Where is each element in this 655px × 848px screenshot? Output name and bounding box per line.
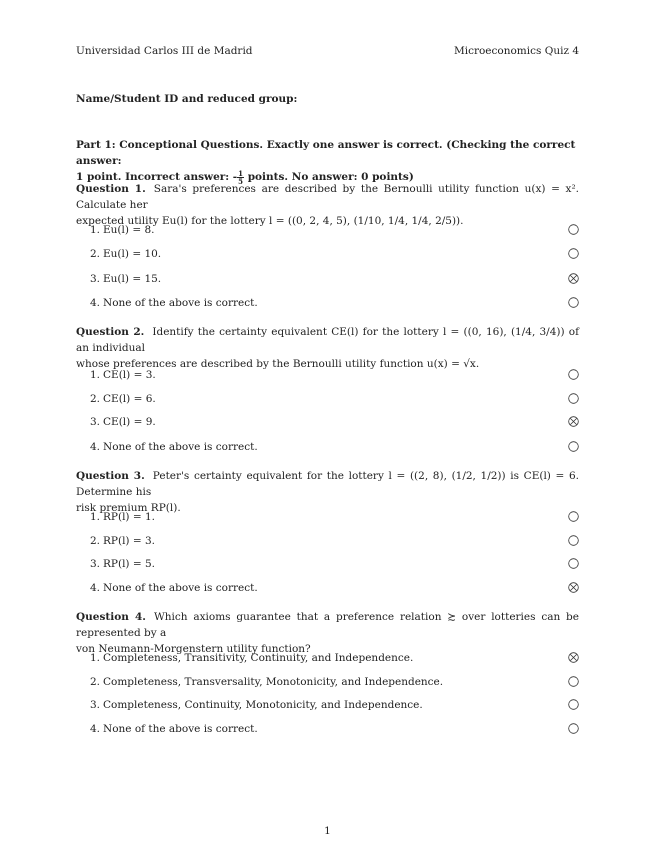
radio-checked-icon[interactable] [568, 416, 579, 427]
radio-unchecked-icon[interactable] [568, 224, 579, 235]
question-2-option-4[interactable]: 4. None of the above is correct. [90, 440, 579, 454]
question-2-label: Question 2. [76, 326, 145, 338]
radio-unchecked-icon[interactable] [568, 248, 579, 259]
part1-title-line2: 1 point. Incorrect answer: - $\frac{1}{5}$ points. No answer: 0 points) [76, 168, 414, 186]
part1-title [76, 137, 579, 185]
question-2-option-2[interactable]: 2. CE(l) = 6. [90, 392, 579, 406]
question-4-option-3[interactable]: 3. Completeness, Continuity, Monotonicity, and Independence. [90, 698, 579, 712]
question-3-text-line2: risk premium RP(l). [76, 502, 181, 514]
question-4-option-1[interactable]: 1. Completeness, Transitivity, Continuity, and Independence. [90, 651, 579, 665]
question-1-text-line2: expected utility Eu(l) for the lottery l = ((0, 2, 4, 5), (1/10, 1/4, 1/4, 2/5)). [76, 215, 464, 227]
question-3 [76, 468, 579, 516]
quiz-page [76, 0, 579, 848]
name-student-id-prompt: Name/Student ID and reduced group: [76, 93, 298, 105]
radio-checked-icon[interactable] [568, 652, 579, 663]
question-2-text-line2: whose preferences are described by the Bernoulli utility function u(x) = √x. [76, 358, 480, 370]
question-3-text-line1: Peter's certainty equivalent for the lottery l = ((2, 8), (1/2, 1/2)) is CE(l) = 6. Determine his [76, 470, 579, 498]
page-number: 1 [324, 825, 331, 837]
question-4-text-line2: von Neumann-Morgenstern utility function? [76, 643, 311, 655]
question-2-text-line1: Identify the certainty equivalent CE(l) for the lottery l = ((0, 16), (1/4, 3/4)) of an individual [76, 326, 579, 354]
question-4-option-4[interactable]: 4. None of the above is correct. [90, 722, 579, 736]
part1-title-line1: Part 1: Conceptional Questions. Exactly one answer is correct. (Checking the correct answer: [76, 139, 576, 167]
question-1-label: Question 1. [76, 183, 146, 195]
question-4-text-line1: Which axioms guarantee that a preference relation ≿ over lotteries can be represented by a [76, 611, 579, 639]
radio-unchecked-icon[interactable] [568, 511, 579, 522]
radio-checked-icon[interactable] [568, 273, 579, 284]
question-3-option-1[interactable]: 1. RP(l) = 1. [90, 510, 579, 524]
question-4-label: Question 4. [76, 611, 146, 623]
question-2-option-1[interactable]: 1. CE(l) = 3. [90, 368, 579, 382]
radio-unchecked-icon[interactable] [568, 393, 579, 404]
radio-unchecked-icon[interactable] [568, 369, 579, 380]
question-1 [76, 181, 579, 229]
radio-unchecked-icon[interactable] [568, 441, 579, 452]
course-title: Microeconomics Quiz 4 [453, 45, 579, 57]
question-3-option-3[interactable]: 3. RP(l) = 5. [90, 557, 579, 571]
radio-unchecked-icon[interactable] [568, 297, 579, 308]
radio-unchecked-icon[interactable] [568, 558, 579, 569]
question-1-option-2[interactable]: 2. Eu(l) = 10. [90, 247, 579, 261]
radio-unchecked-icon[interactable] [568, 535, 579, 546]
question-3-option-4[interactable]: 4. None of the above is correct. [90, 581, 579, 595]
question-2-option-3[interactable]: 3. CE(l) = 9. [90, 415, 579, 429]
question-3-label: Question 3. [76, 470, 145, 482]
question-2 [76, 324, 579, 372]
radio-unchecked-icon[interactable] [568, 676, 579, 687]
radio-unchecked-icon[interactable] [568, 699, 579, 710]
radio-checked-icon[interactable] [568, 582, 579, 593]
question-1-option-3[interactable]: 3. Eu(l) = 15. [90, 272, 579, 286]
question-1-option-4[interactable]: 4. None of the above is correct. [90, 296, 579, 310]
question-1-option-1[interactable]: 1. Eu(l) = 8. [90, 223, 579, 237]
question-4 [76, 609, 579, 657]
question-4-option-2[interactable]: 2. Completeness, Transversality, Monotonicity, and Independence. [90, 675, 579, 689]
question-1-text-line1: Sara's preferences are described by the Bernoulli utility function u(x) = x². Calculate her [76, 183, 579, 211]
radio-unchecked-icon[interactable] [568, 723, 579, 734]
penalty-fraction: $\frac{1}{5}$ [238, 168, 244, 186]
institution-name: Universidad Carlos III de Madrid [76, 45, 253, 57]
question-3-option-2[interactable]: 2. RP(l) = 3. [90, 534, 579, 548]
